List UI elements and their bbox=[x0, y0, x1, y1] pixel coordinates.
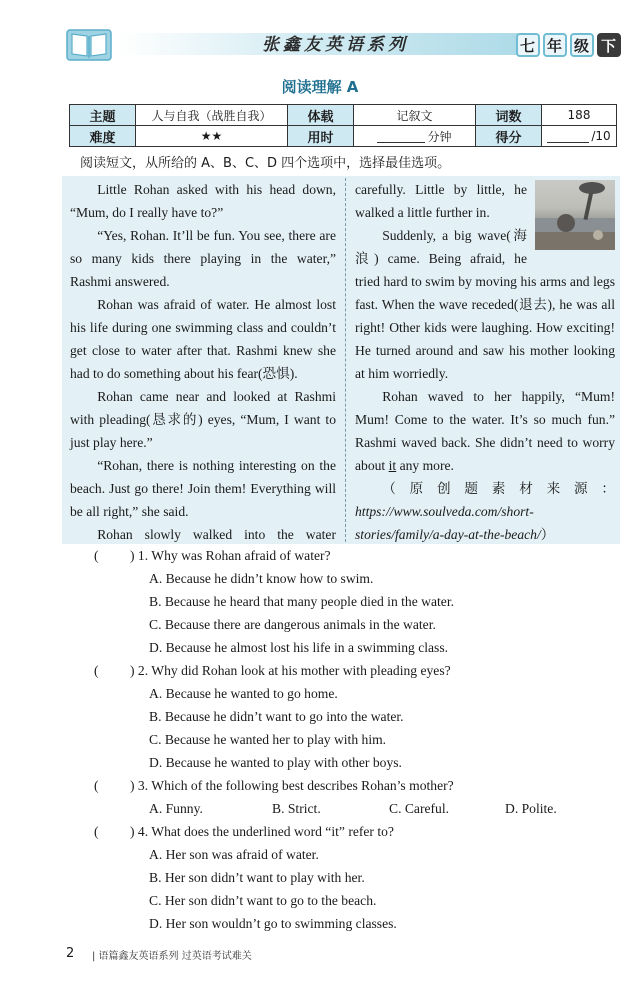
passage-paragraph: Rohan waved to her happily, “Mum! Mum! Come to the water. It’s so much fun.” Rashmi waved back. She didn’t need to worry about it any more. bbox=[355, 389, 615, 473]
option: A. Her son was afraid of water. bbox=[149, 847, 319, 862]
option: C. Because there are dangerous animals in the water. bbox=[149, 617, 436, 632]
difficulty-stars: ★★ bbox=[136, 126, 288, 147]
passage-paragraph: “Yes, Rohan. It’ll be fun. You see, there are so many kids there playing in the water,” Rashmi answered. bbox=[70, 228, 336, 289]
option: B. Her son didn’t want to play with her. bbox=[149, 870, 365, 885]
answer-blank[interactable]: ( bbox=[94, 778, 99, 793]
score-blank[interactable] bbox=[547, 131, 589, 143]
passage-left-column bbox=[70, 178, 336, 546]
time-unit: 分钟 bbox=[427, 129, 452, 144]
genre-label: 体载 bbox=[288, 105, 354, 126]
grade-char: 七 bbox=[516, 33, 540, 57]
topic-value: 人与自我（战胜自我） bbox=[136, 105, 288, 126]
passage-paragraph: Little Rohan asked with his head down, “Mum, do I really have to?” bbox=[70, 182, 336, 220]
grade-term: 下 bbox=[597, 33, 621, 57]
answer-blank[interactable]: ( bbox=[94, 663, 99, 678]
question-text: ) 1. Why was Rohan afraid of water? bbox=[130, 548, 331, 563]
question-2 bbox=[94, 663, 451, 679]
option: D. Her son wouldn’t go to swimming classes. bbox=[149, 916, 397, 931]
genre-value: 记叙文 bbox=[354, 105, 476, 126]
option: C. Careful. bbox=[389, 801, 450, 816]
passage-paragraph: Suddenly, a big wave(海浪) came. Being afraid, he tried hard to swim by moving his arms and legs fast. When the wave receded(退去), he was all right! Other kids were laughing. How exciting! He turned around and saw his mother looking at him worriedly. bbox=[355, 228, 615, 381]
source-note: （原创题素材来源：https://www.soulveda.com/short-stories/family/a-day-at-the-beach/） bbox=[355, 481, 615, 542]
underlined-it: it bbox=[388, 458, 397, 473]
topic-label: 主题 bbox=[70, 105, 136, 126]
answer-blank[interactable]: ( bbox=[94, 548, 99, 563]
words-value: 188 bbox=[542, 105, 617, 126]
time-blank[interactable] bbox=[377, 131, 425, 143]
passage-paragraph: Rohan came near and looked at Rashmi with pleading(恳求的) eyes, “Mum, I want to just play here.” bbox=[70, 389, 336, 450]
instruction: 阅读短文，从所给的 A、B、C、D 四个选项中，选择最佳选项。 bbox=[80, 156, 451, 171]
option: B. Strict. bbox=[272, 801, 321, 816]
option: A. Funny. bbox=[149, 801, 203, 816]
passage-paragraph: carefully. Little by little, he walked a little further in. bbox=[355, 182, 527, 220]
question-3 bbox=[94, 778, 454, 794]
passage-paragraph: Rohan was afraid of water. He almost lost his life during one swimming class and couldn’t get close to water after that. Rashmi knew she had to do something about his fear(恐惧). bbox=[70, 297, 336, 381]
option: B. Because he heard that many people died in the water. bbox=[149, 594, 454, 609]
question-4 bbox=[94, 824, 394, 840]
time-field[interactable] bbox=[354, 126, 476, 147]
question-text: ) 2. Why did Rohan look at his mother with pleading eyes? bbox=[130, 663, 451, 678]
score-label: 得分 bbox=[476, 126, 542, 147]
question-1 bbox=[94, 548, 331, 564]
question-text: ) 4. What does the underlined word “it” refer to? bbox=[130, 824, 394, 839]
option: D. Polite. bbox=[505, 801, 557, 816]
difficulty-label: 难度 bbox=[70, 126, 136, 147]
passage-paragraph: Rohan slowly walked into the water bbox=[97, 527, 336, 542]
info-table bbox=[69, 104, 617, 147]
beach-illustration bbox=[535, 180, 615, 250]
section-title: 阅读理解 A bbox=[281, 78, 359, 96]
page-number: 2 bbox=[66, 946, 75, 961]
passage-paragraph: “Rohan, there is nothing interesting on the beach. Just go there! Join them! Everything will be all right,” she said. bbox=[70, 458, 336, 519]
option: C. Her son didn’t want to go to the beach. bbox=[149, 893, 377, 908]
option: D. Because he wanted to play with other boys. bbox=[149, 755, 402, 770]
book-logo-icon bbox=[64, 28, 114, 62]
source-url: https://www.soulveda.com/short-stories/family/a-day-at-the-beach/ bbox=[355, 504, 541, 542]
answer-blank[interactable]: ( bbox=[94, 824, 99, 839]
option: C. Because he wanted her to play with him. bbox=[149, 732, 387, 747]
passage-right-column bbox=[355, 178, 615, 546]
column-divider bbox=[345, 178, 346, 542]
score-field[interactable] bbox=[542, 126, 617, 147]
option: A. Because he wanted to go home. bbox=[149, 686, 338, 701]
option: B. Because he didn’t want to go into the water. bbox=[149, 709, 404, 724]
series-title: 张鑫友英语系列 bbox=[262, 35, 409, 55]
question-text: ) 3. Which of the following best describes Rohan’s mother? bbox=[130, 778, 454, 793]
score-total: /10 bbox=[591, 129, 611, 143]
option: A. Because he didn’t know how to swim. bbox=[149, 571, 374, 586]
option: D. Because he almost lost his life in a swimming class. bbox=[149, 640, 449, 655]
footer-text: | 语篇鑫友英语系列 过英语考试难关 bbox=[92, 951, 252, 962]
grade-char: 级 bbox=[570, 33, 594, 57]
words-label: 词数 bbox=[476, 105, 542, 126]
grade-badge bbox=[514, 30, 622, 60]
grade-char: 年 bbox=[543, 33, 567, 57]
time-label: 用时 bbox=[288, 126, 354, 147]
